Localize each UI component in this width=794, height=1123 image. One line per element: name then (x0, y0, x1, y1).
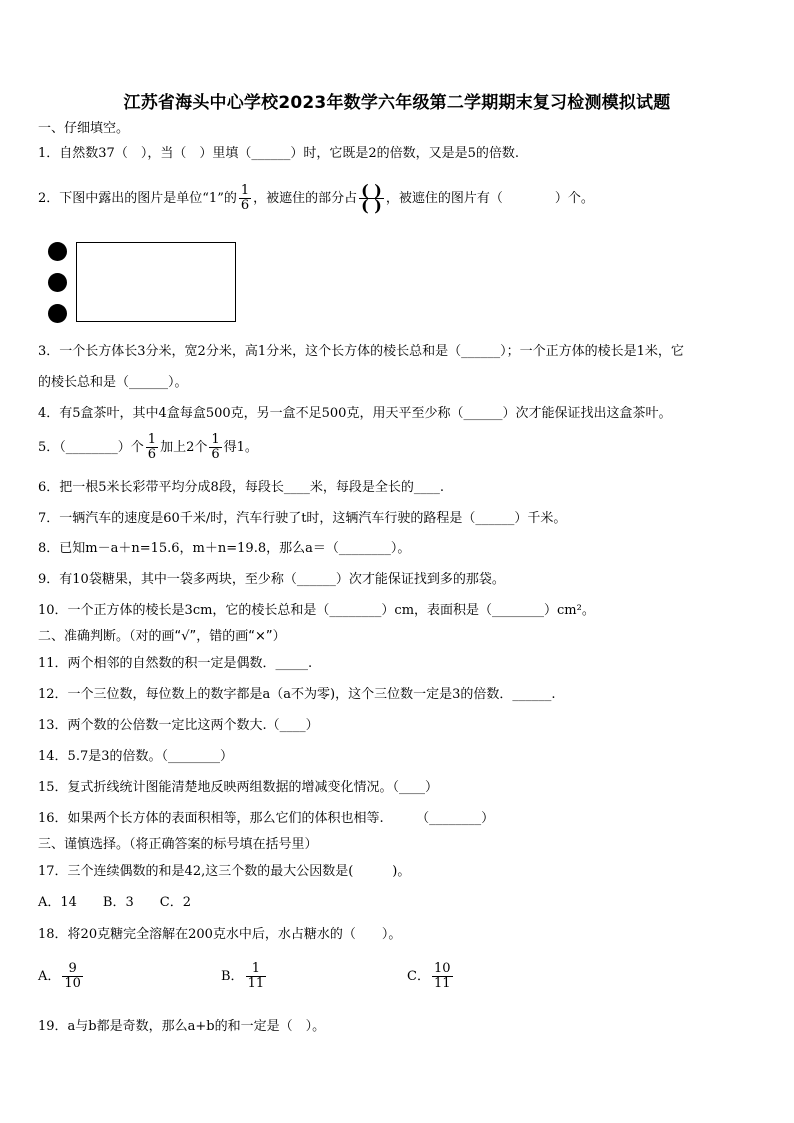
question-17-options: A．14 B．3 C．2 (38, 895, 191, 910)
question-5-text-a: 5．（________）个 (38, 440, 144, 455)
question-2-text-b: ，被遮住的部分占 (253, 191, 358, 206)
fraction-denominator: 6 (211, 447, 220, 462)
question-7: 7．一辆汽车的速度是60千米/时，汽车行驶了t时，这辆汽车行驶的路程是（______）千米。 (38, 511, 567, 526)
option-fraction (432, 962, 453, 991)
question-5-text-c: 得1。 (223, 440, 258, 455)
fraction-blank-denominator: ( ) (361, 196, 382, 215)
question-14: 14．5.7是3的倍数。（________） (38, 749, 233, 764)
option-label: C． (407, 969, 430, 984)
fraction-denominator: 6 (147, 447, 157, 462)
fraction-one-sixth (239, 184, 251, 213)
question-19: 19．a与b都是奇数，那么a+b的和一定是（ ）。 (38, 1019, 326, 1034)
question-17: 17．三个连续偶数的和是42,这三个数的最大公因数是( )。 (38, 864, 411, 879)
question-2-text-a: 2．下图中露出的图片是单位“1”的 (38, 191, 237, 206)
option-fraction (246, 962, 267, 991)
fraction-numerator: 1 (240, 183, 250, 198)
dot-figure (48, 304, 67, 323)
section-2-heading: 二、准确判断。（对的画“√”，错的画“×”） (38, 629, 286, 644)
question-8: 8．已知m－a＋n=15.6，m＋n=19.8，那么a＝（________）。 (38, 541, 411, 556)
question-4: 4．有5盒茶叶，其中4盒每盒500克，另一盒不足500克，用天平至少称（______）次才能保证找出这盒茶叶。 (38, 406, 672, 421)
page-title: 江苏省海头中心学校2023年数学六年级第二学期期末复习检测模拟试题 (123, 93, 671, 113)
fraction-denominator: 10 (64, 976, 81, 991)
covered-area-box (76, 242, 236, 322)
option-label: A． (38, 969, 61, 984)
option-label: B． (221, 969, 244, 984)
dot-figure (48, 273, 67, 292)
question-5 (38, 433, 258, 462)
question-16: 16．如果两个长方体的表面积相等，那么它们的体积也相等. （________） (38, 811, 495, 826)
fraction-numerator: 9 (62, 962, 83, 977)
question-2 (38, 181, 594, 215)
question-18-option-b (221, 962, 268, 991)
fraction-one-sixth (146, 433, 158, 462)
question-12: 12．一个三位数，每位数上的数字都是a（a不为零)，这个三位数一定是3的倍数．______. (38, 687, 556, 702)
question-18: 18．将20克糖完全溶解在200克水中后，水占糖水的（ ）。 (38, 927, 402, 942)
question-18-option-c (407, 962, 455, 991)
question-11: 11．两个相邻的自然数的积一定是偶数．_____. (38, 656, 313, 671)
fraction-denominator: 11 (433, 976, 451, 991)
question-18-option-a (38, 962, 85, 991)
question-1: 1．自然数37（ ），当（ ）里填（______）时，它既是2的倍数，又是是5的倍数. (38, 146, 519, 161)
question-13: 13．两个数的公倍数一定比这两个数大.（____） (38, 718, 319, 733)
fraction-numerator: 1 (211, 432, 220, 447)
question-5-text-b: 加上2个 (160, 440, 208, 455)
exposed-dots (48, 242, 67, 335)
section-1-heading: 一、仔细填空。 (38, 121, 130, 136)
fraction-one-sixth (209, 433, 221, 462)
fraction-numerator: 1 (147, 432, 157, 447)
dot-figure (48, 242, 67, 261)
question-2-text-c: ，被遮住的图片有（ ）个。 (385, 191, 594, 206)
question-15: 15．复式折线统计图能清楚地反映两组数据的增减变化情况。（____） (38, 780, 439, 795)
fraction-numerator: 10 (433, 961, 451, 976)
question-3-line-2: 的棱长总和是（______）。 (38, 375, 188, 390)
fraction-blank-numerator: ( ) (361, 181, 382, 200)
fraction-denominator: 6 (240, 198, 250, 213)
question-9: 9．有10袋糖果，其中一袋多两块，至少称（______）次才能保证找到多的那袋。 (38, 572, 505, 587)
section-3-heading: 三、谨慎选择。（将正确答案的标号填在括号里） (38, 837, 318, 852)
fraction-denominator: 11 (247, 976, 265, 991)
question-6: 6．把一根5米长彩带平均分成8段，每段长____米，每段是全长的____. (38, 480, 444, 495)
question-10: 10．一个正方体的棱长是3cm，它的棱长总和是（________）cm，表面积是（________）cm²。 (38, 603, 595, 618)
option-fraction (62, 962, 83, 991)
fraction-numerator: 1 (246, 962, 267, 977)
fraction-blank (359, 181, 384, 215)
question-3-line-1: 3．一个长方体长3分米，宽2分米，高1分米，这个长方体的棱长总和是（______）；一个正方体的棱长是1米，它 (38, 344, 684, 359)
